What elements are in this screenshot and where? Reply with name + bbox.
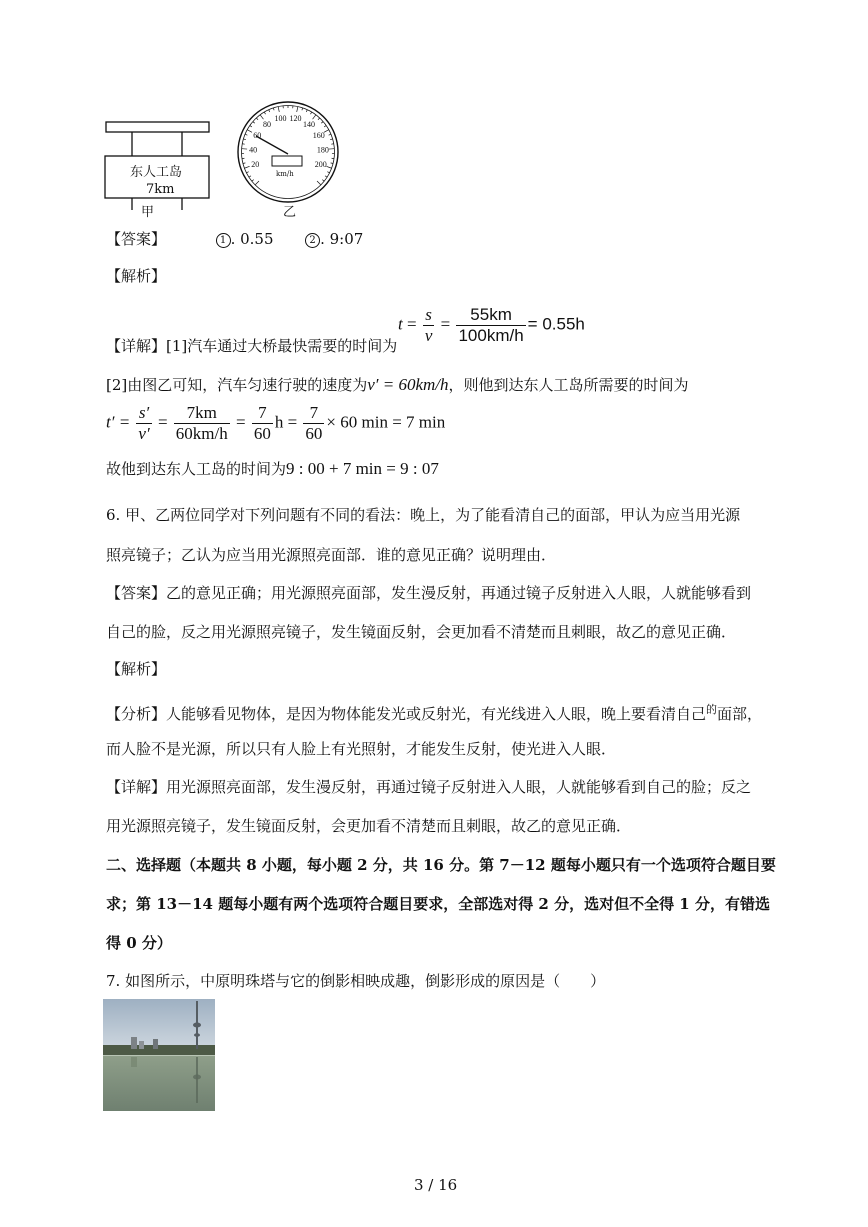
sign-text-line1: 东人工岛 [130,165,183,180]
fraction-sprime-over-vprime [136,403,151,444]
analysis-label: 【解析】 [106,267,167,285]
fraction-den: 60 [253,424,271,443]
fraction-s-over-v [423,305,435,346]
answer-value-1: . 0.55 [230,230,274,248]
formula-t: t [398,314,403,334]
speedo-label: 180 [316,145,329,155]
q6-stem-line2: 照亮镜子；乙认为应当用光源照亮面部．谁的意见正确？说明理由． [106,546,557,564]
answer-label: 【答案】 [106,230,167,248]
speedo-label: 60 [253,131,262,141]
answer-value-2: . 9:07 [320,230,364,248]
speedo-label: 160 [312,131,325,141]
speedometer-figure [234,100,344,205]
detail-2-text2: ，则他到达东人工岛所需要的时间为 [448,376,689,394]
detail-2-text: [2]由图乙可知，汽车匀速行驶的速度为 [106,376,368,394]
fraction-7-over-60-b [303,403,324,444]
fraction-den: v [424,326,433,345]
caption-yi: 乙 [283,205,297,220]
speedo-unit: km/h [276,170,294,178]
formula-time-island [106,403,445,444]
speedo-label: 200 [314,160,327,170]
formula-eq2: = [436,314,455,334]
formula-result: = 0.55h [527,314,585,334]
speedo-label: 140 [302,119,315,129]
formula-tprime: t′ = [106,412,135,432]
q6-answer-line2: 自己的脸，反之用光源照亮镜子，发生镜面反射，会更加看不清楚而且刺眼，故乙的意见正确． [106,623,737,641]
fraction-den: 60 [305,424,323,443]
formula-tail: × 60 min = 7 min [326,412,446,432]
detail-2-line [106,375,689,395]
tower-reflection-photo [103,999,215,1111]
formula-h: h = [274,412,302,432]
q6-detail-line1: 【详解】用光源照亮面部，发生漫反射，再通过镜子反射进入人眼，人就能够看到自己的脸；反之 [106,778,752,796]
fraction-num: 7 [309,403,319,422]
q7-stem: 7. 如图所示，中原明珠塔与它的倒影相映成趣，倒影形成的原因是（ ） [106,972,606,990]
fraction-7-over-60 [252,403,273,444]
speedo-label: 20 [251,160,260,170]
fenxi-text-a: 【分析】人能够看见物体，是因为物体能发光或反射光，有光线进入人眼，晚上要看清自己 [106,705,707,723]
page-number: 3 / 16 [414,1176,458,1194]
caption-jia: 甲 [141,205,155,220]
answer-row [106,229,363,249]
fraction-den: 60km/h [175,424,228,443]
q6-analysis-label: 【解析】 [106,660,167,678]
conclusion-formula: 9 : 00 + 7 min = 9 : 07 [286,459,439,478]
fraction-55-over-100 [456,305,525,346]
fraction-num: 7 [258,403,267,422]
q6-answer-line1: 【答案】乙的意见正确；用光源照亮面部，发生漫反射，再通过镜子反射进入人眼，人就能够看到 [106,584,752,602]
fraction-num: 55km [470,305,512,324]
fraction-num: s [425,305,432,324]
fraction-num: 7km [186,403,217,422]
answer-marker-1: 1 [216,233,231,248]
fraction-den: v′ [138,424,150,443]
fraction-7km-over-60kmh [174,403,230,444]
detail-1-text: 【详解】[1]汽车通过大桥最快需要的时间为 [106,337,398,355]
conclusion-line [106,459,439,479]
q6-fenxi-line1 [106,700,762,724]
q6-stem-line1: 6. 甲、乙两位同学对下列问题有不同的看法：晚上，为了能看清自己的面部，甲认为应当用光源 [106,506,741,524]
sign-text-line2: 7km [146,182,175,197]
fenxi-superscript: 的 [706,703,718,716]
q6-detail-line2: 用光源照亮镜子，发生镜面反射，会更加看不清楚而且刺眼，故乙的意见正确． [106,817,632,835]
speedo-label: 40 [249,145,258,155]
speedo-label: 120 [289,113,302,123]
fraction-num: s′ [138,403,150,422]
section-2-line2: 求；第 13－14 题每小题有两个选项符合题目要求，全部选对得 2 分，选对但不全得 1 分，有错选 [106,895,770,913]
formula-eq2: = [231,412,250,432]
section-2-line3: 得 0 分） [106,934,172,952]
q6-fenxi-line2: 而人脸不是光源，所以只有人脸上有光照射，才能发生反射，使光进入人眼． [106,740,617,758]
formula-time-bridge [398,305,585,346]
speed-formula: v′ = 60km/h [367,375,449,394]
section-2-line1: 二、选择题（本题共 8 小题，每小题 2 分，共 16 分。第 7－12 题每小题只有一个选项符合题目要 [106,856,776,874]
conclusion-text: 故他到达东人工岛的时间为 [106,460,287,478]
formula-eq: = [402,314,421,334]
speedo-label: 100 [274,113,287,123]
answer-marker-2: 2 [305,233,320,248]
fenxi-text-b: 面部， [717,705,763,723]
formula-eq: = [153,412,172,432]
speedo-label: 80 [263,119,272,129]
fraction-den: 100km/h [458,326,524,345]
